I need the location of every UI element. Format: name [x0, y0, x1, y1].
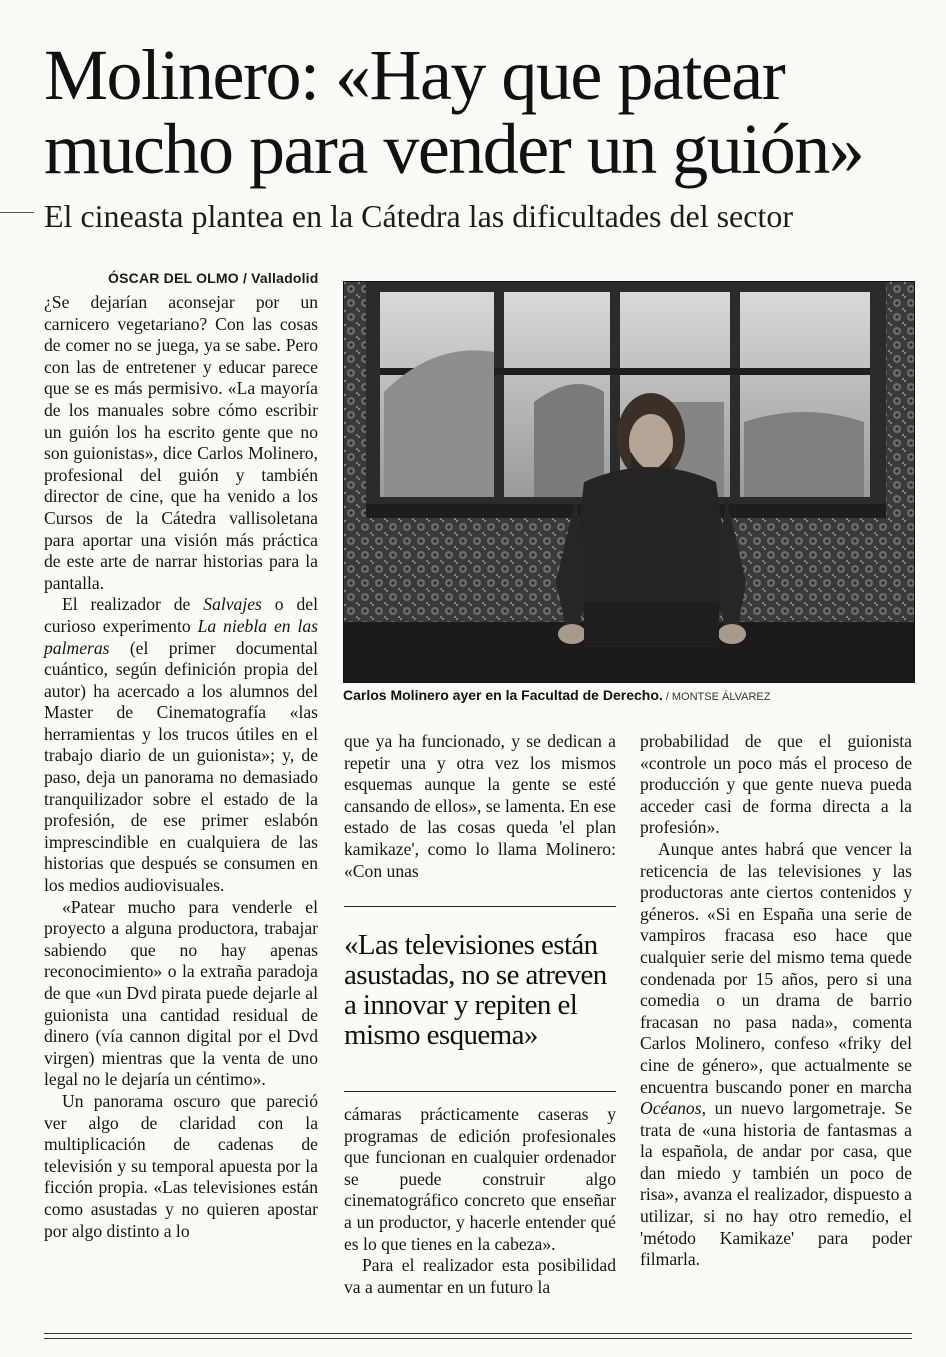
film-title: La niebla en las palmeras — [44, 615, 318, 658]
paragraph: «Patear mucho para venderle el proyecto a alguna productora, trabajar sabiendo que no hay apenas reconocimiento» o la extraña paradoja de que «un Dvd pirata puede dejarle al guionista una cantidad residual de dinero (vía cannon digital por el Dvd virgen) mientras que la venta de uno legal no le dejaría un céntimo». — [44, 896, 318, 1090]
film-title: Océanos — [640, 1098, 702, 1119]
photo-caption — [343, 687, 771, 703]
byline-place: / Valladolid — [238, 270, 319, 286]
article-column-1 — [44, 292, 318, 1242]
article-column-2-top — [344, 731, 616, 882]
pull-quote: «Las televisiones están asustadas, no se atreven a innovar y repiten el mismo esquema» — [344, 929, 607, 1051]
paragraph: El realizador de Salvajes o del curioso experimento La niebla en las palmeras (el primer documental cuántico, según definición propia del autor) ha acercado a los alumnos del Master de Cinematografía «las herramientas y los trucos útiles en el trabajo diario de un guionista»; y, de paso, deja un panorama no demasiado tranquilizador sobre el estado de la profesión, de ese primer eslabón imprescindible en cualquiera de las historias que después se consumen en los medios audiovisuales. — [44, 594, 318, 896]
bottom-rule-2 — [44, 1338, 912, 1339]
headline-line-2: mucho para vender un guión» — [44, 109, 864, 189]
pull-quote-top-rule — [344, 906, 616, 907]
photo — [343, 281, 915, 683]
paragraph: cámaras prácticamente caseras y programas de edición profesionales que funcionan en cualquier ordenador se puede construir algo cinematográfico concreto que enseñar a un productor, y hacerle entender qué es lo que tienes en la cabeza». — [344, 1104, 616, 1254]
headline-line-1: Molinero: «Hay que patear — [44, 35, 785, 115]
paragraph: ¿Se dejarían aconsejar por un carnicero vegetariano? Con las cosas de comer no se juega, ya se sabe. Pero con las de entretener y educar parece que se es más permisivo. «La mayoría de los manuales sobre cómo escribir un guión los ha escrito gente que no son guionistas», dice Carlos Molinero, profesional del guión y también director de cine, que ha venido a los Cursos de la Cátedra vallisoletana para aportar una visión más práctica de este arte de narrar historias para la pantalla. — [44, 292, 318, 593]
article-column-3 — [640, 731, 912, 1271]
margin-mark — [0, 212, 34, 213]
film-title: Salvajes — [203, 594, 262, 615]
paragraph: probabilidad de que el guionista «controle un poco más el proceso de producción y que gente nueva pueda acceder casi de forma directa a la profesión». — [640, 731, 912, 838]
bottom-rule — [44, 1333, 912, 1334]
article-column-2-bottom — [344, 1104, 616, 1298]
pull-quote-bottom-rule — [344, 1091, 616, 1092]
caption-text: Carlos Molinero ayer en la Facultad de Derecho. — [343, 687, 663, 703]
photo-illustration — [344, 282, 914, 682]
headline — [44, 35, 934, 189]
paragraph: Un panorama oscuro que pareció ver algo de claridad con la multiplicación de cadenas de televisión y su temporal apuesta por la ficción propia. «Las televisiones están como asustadas y no quieren apostar por algo distinto a lo — [44, 1090, 318, 1241]
byline — [108, 270, 319, 286]
subheadline: El cineasta plantea en la Cátedra las dificultades del sector — [44, 198, 793, 234]
paragraph: que ya ha funcionado, y se dedican a repetir una y otra vez los mismos esquemas aunque la gente se esté cansando de ellos», se lamenta. En ese estado de las cosas queda 'el plan kamikaze', como lo llama Molinero: «Con unas — [344, 731, 616, 881]
photo-credit: / MONTSE ÁLVAREZ — [665, 691, 771, 703]
paragraph: Aunque antes habrá que vencer la reticencia de las televisiones y las productoras ante ciertos contenidos y géneros. «Si en España una serie de vampiros fracasa eso hace que cualquier serie del mismo tema quede condenada por 15 años, pero si una comedia o un drama de barrio fracasan no pasa nada», comenta Carlos Molinero, confeso «friky del cine de género», que actualmente se encuentra buscando poner en marcha Océanos, un nuevo largometraje. Se trata de «una historia de fantasmas a la española, de andar por casa, que dan miedo y también un poco de risa», avanza el realizador, dispuesto a utilizar, si no hay otro remedio, el 'método Kamikaze' para poder filmarla. — [640, 838, 912, 1270]
byline-author: ÓSCAR DEL OLMO — [108, 270, 239, 286]
paragraph: Para el realizador esta posibilidad va a aumentar en un futuro la — [344, 1255, 616, 1297]
